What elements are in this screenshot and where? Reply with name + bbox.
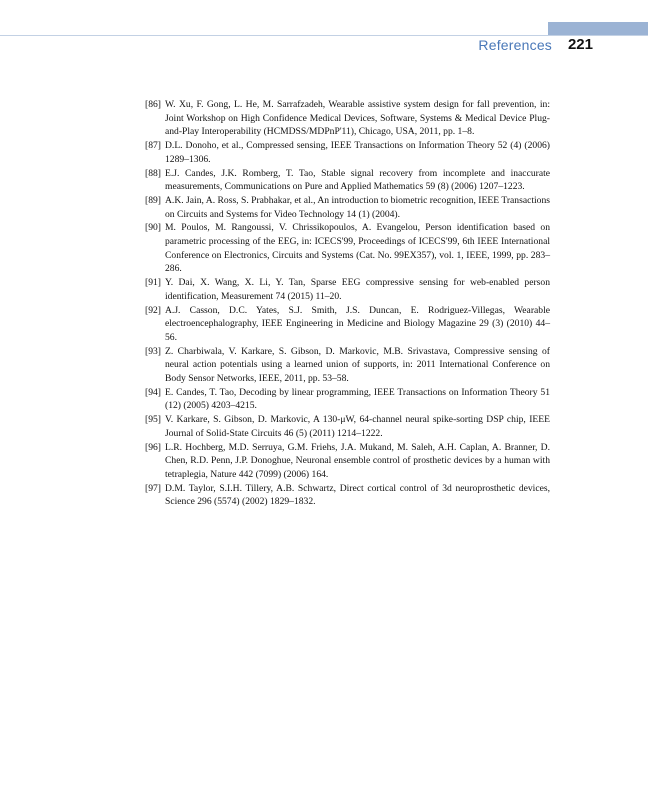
reference-list (145, 98, 550, 509)
reference-item (145, 276, 550, 303)
header-accent-bar (548, 22, 648, 35)
reference-number: [97] (145, 482, 161, 494)
reference-item (145, 167, 550, 194)
reference-number: [92] (145, 304, 161, 316)
reference-number: [86] (145, 99, 161, 110)
reference-text: Y. Dai, X. Wang, X. Li, Y. Tan, Sparse EEG compressive sensing for web-enabled person identification, Measurement 74 (2015) 11–20. (165, 277, 550, 302)
reference-number: [96] (145, 441, 161, 453)
page-number: 221 (567, 36, 593, 53)
reference-item (145, 482, 550, 509)
reference-text: E.J. Candes, J.K. Romberg, T. Tao, Stable signal recovery from incomplete and inaccurate measurements, Communications on Pure and Applied Mathematics 59 (8) (2006) 1207–1223. (165, 167, 550, 193)
reference-number: [90] (145, 222, 161, 234)
reference-text: V. Karkare, S. Gibson, D. Markovic, A 130-μW, 64-channel neural spike-sorting DSP chip, IEEE Journal of Solid-State Circuits 46 (5) (2011) 1214–1222. (165, 414, 550, 439)
reference-item (145, 386, 550, 413)
reference-text: D.M. Taylor, S.I.H. Tillery, A.B. Schwartz, Direct cortical control of 3d neuroprosthetic devices, Science 296 (5574) (2002) 1829–1832. (165, 482, 550, 508)
reference-item (145, 304, 550, 345)
reference-item (145, 194, 550, 221)
reference-item (145, 345, 550, 386)
reference-item (145, 413, 550, 440)
header-rule (0, 35, 648, 36)
reference-number: [93] (145, 345, 161, 357)
reference-text: Z. Charbiwala, V. Karkare, S. Gibson, D. Markovic, M.B. Srivastava, Compressive sensing of neural action potentials using a learned union of supports, in: 2011 International Conference on Body Sensor Networks, IEEE, 2011, pp. 53–58. (165, 345, 550, 385)
reference-text: D.L. Donoho, et al., Compressed sensing, IEEE Transactions on Information Theory 52 (4) (2006) 1289–1306. (165, 140, 550, 165)
reference-item (145, 221, 550, 276)
reference-item (145, 441, 550, 482)
reference-number: [91] (145, 277, 161, 289)
reference-number: [87] (145, 140, 161, 152)
reference-number: [88] (145, 167, 161, 179)
reference-item (145, 98, 550, 139)
reference-item (145, 139, 550, 166)
reference-text: L.R. Hochberg, M.D. Serruya, G.M. Friehs, J.A. Mukand, M. Saleh, A.H. Caplan, A. Branner, D. Chen, R.D. Penn, J.P. Donoghue, Neuronal ensemble control of prosthetic devices by a human with tetraplegia, Nature 442 (7099) (2006) 164. (165, 441, 550, 480)
reference-number: [95] (145, 414, 161, 426)
reference-text: A.K. Jain, A. Ross, S. Prabhakar, et al., An introduction to biometric recognition, IEEE Transactions on Circuits and Systems for Video Technology 14 (1) (2004). (165, 194, 550, 220)
reference-number: [94] (145, 386, 161, 398)
reference-text: E. Candes, T. Tao, Decoding by linear programming, IEEE Transactions on Information Theory 51 (12) (2005) 4203–4215. (165, 386, 550, 412)
reference-number: [89] (145, 194, 161, 206)
reference-text: M. Poulos, M. Rangoussi, V. Chrissikopoulos, A. Evangelou, Person identification based on parametric processing of the EEG, in: ICECS'99, Proceedings of ICECS'99, 6th IEEE International Conference on Electronics, Circuits and Systems (Cat. No. 99EX357), vol. 1, IEEE, 1999, pp. 283–286. (165, 222, 550, 275)
running-head: References (478, 37, 552, 53)
reference-text: W. Xu, F. Gong, L. He, M. Sarrafzadeh, Wearable assistive system design for fall prevention, in: Joint Workshop on High Confidence Medical Devices, Software, Systems & Medical Device Plug-and-Play Interoperability (HCMDSS/MDPnP'11), Chicago, USA, 2011, pp. 1–8. (165, 99, 550, 138)
reference-text: A.J. Casson, D.C. Yates, S.J. Smith, J.S. Duncan, E. Rodriguez-Villegas, Wearable electroencephalography, IEEE Engineering in Medicine and Biology Magazine 29 (3) (2010) 44–56. (165, 304, 550, 343)
